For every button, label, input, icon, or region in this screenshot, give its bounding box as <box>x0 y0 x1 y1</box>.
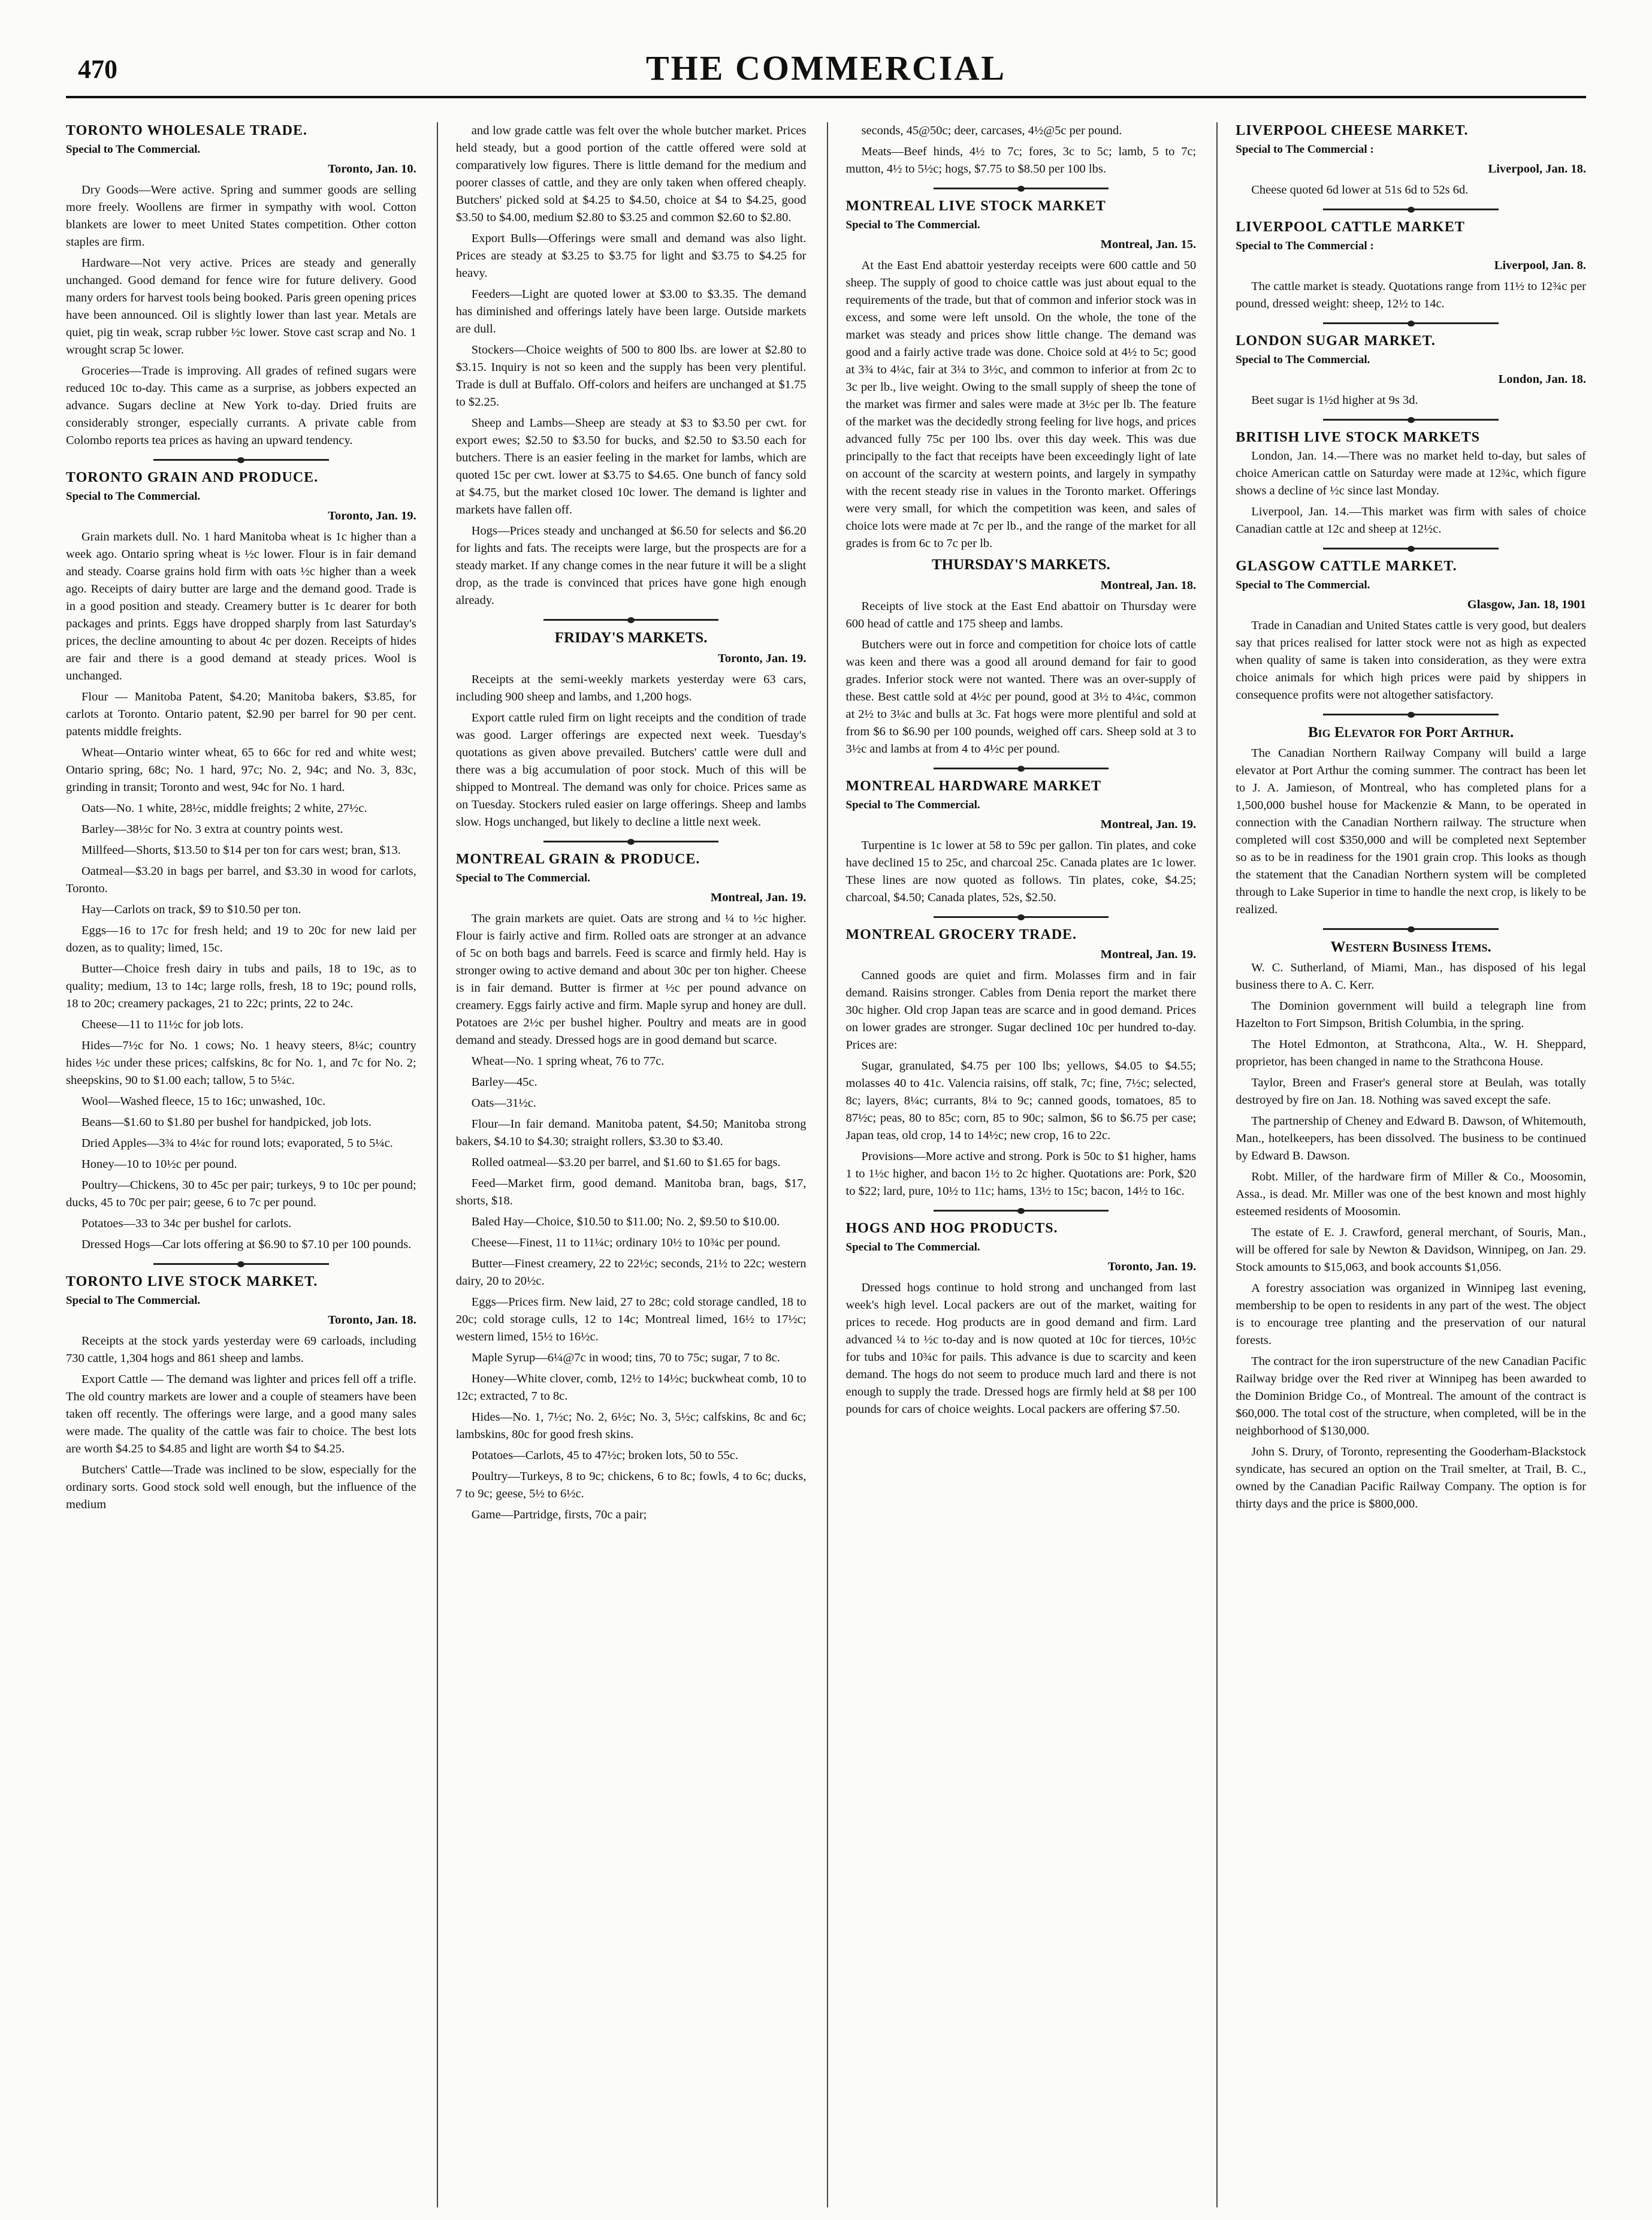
column-rule <box>1323 322 1498 324</box>
paragraph: Maple Syrup—6¼@7c in wood; tins, 70 to 75c; sugar, 7 to 8c. <box>471 1351 780 1364</box>
paragraph: Wheat—Ontario winter wheat, 65 to 66c for red and white west; Ontario spring, 68c; No. 1 hard, 97c; No. 2, 94c; and No. 3, 83c, grinding in transit; Toronto and west, 94c for No. 1 hard. <box>66 746 416 794</box>
paragraph: Provisions—More active and strong. Pork is 50c to $1 higher, hams 1 to 1½c higher, and bacon 1½ to 2c higher. Quotations are: Pork, $20 to $22; lard, pure, 10½ to 11c; hams, 13½ to 15c; bacon, 14½ to 16c. <box>845 1150 1197 1198</box>
paragraph: Honey—10 to 10½c per pound. <box>81 1158 237 1171</box>
paragraph: Feed—Market firm, good demand. Manitoba bran, bags, $17, shorts, $18. <box>455 1177 807 1207</box>
paragraph: Groceries—Trade is improving. All grades of refined sugars were reduced 10c to-day. This came as a surprise, as jobbers expected an advance. Sugars decline at New York to-day. Dried fruits are considerably stronger, especially currants. A private cable from Colombo reports tea prices as having an upward tendency. <box>66 364 416 447</box>
paragraph: The partnership of Cheney and Edward B. Dawson, of Whitemouth, Man., hotelkeepers, has been dissolved. The business to be continued by Edward B. Dawson. <box>1236 1114 1586 1162</box>
section-heading: GLASGOW CATTLE MARKET. <box>1236 558 1457 574</box>
special-line: Special to The Commercial. <box>455 872 590 884</box>
paragraph: The Dominion government will build a telegraph line from Hazelton to Fort Simpson, British Columbia, in the spring. <box>1236 999 1586 1030</box>
paragraph: Baled Hay—Choice, $10.50 to $11.00; No. 2, $9.50 to $10.00. <box>471 1215 780 1228</box>
paragraph: Liverpool, Jan. 14.—This market was firm with sales of choice Canadian cattle at 12c and sheep at 12½c. <box>1236 505 1586 536</box>
paragraph: Millfeed—Shorts, $13.50 to $14 per ton for cars west; bran, $13. <box>81 844 401 857</box>
paragraph: Export Cattle — The demand was lighter and prices fell off a trifle. The old country markets are lower and a couple of steamers have been taken off recently. The offerings were large, and a good many sales were made. The quality of the cattle was fair to choice. The best lots are worth $4.25 to $4.85 and light are worth $4 to $4.25. <box>66 1373 416 1455</box>
paragraph: Dry Goods—Were active. Spring and summer goods are selling more freely. Woollens are firmer in sympathy with wool. Cotton blankets are lower to meet United States competition. Other cotton staples are firm. <box>66 183 416 249</box>
section-heading: MONTREAL HARDWARE MARKET <box>845 778 1102 794</box>
column-1 <box>66 122 416 2207</box>
paragraph: Potatoes—33 to 34c per bushel for carlots. <box>81 1217 292 1230</box>
paragraph: London, Jan. 14.—There was no market held to-day, but sales of choice American cattle on Saturday were made at 12¾c, which figure shows a decline of ½c since last Monday. <box>1236 449 1586 497</box>
special-line: Special to The Commercial. <box>1236 579 1370 591</box>
paragraph: The grain markets are quiet. Oats are strong and ¼ to ½c higher. Flour is fairly active and firm. Rolled oats are stronger at an advance of 5c on both bags and barrels. Feed is scarce and firmly held. Hay is stronger owing to active demand and about 30c per ton higher. Cheese is in fair demand. Butter is firmer at ½c per pound advance on creamery. Eggs fairly active and firm. Maple syrup and honey are dull. Potatoes are 2½c per bushel higher. Poultry and meats are in good demand and steady. Dressed hogs are in good demand but scarce. <box>455 912 807 1047</box>
special-line: Special to The Commercial. <box>66 143 201 156</box>
columns <box>66 122 1586 2207</box>
section-heading: MONTREAL LIVE STOCK MARKET <box>845 198 1106 214</box>
paragraph: Taylor, Breen and Fraser's general store at Beulah, was totally destroyed by fire on Jan. 18. Nothing was saved except the safe. <box>1236 1076 1586 1107</box>
special-line: Special to The Commercial. <box>66 490 201 503</box>
paragraph: Dressed hogs continue to hold strong and unchanged from last week's high level. Local packers are out of the market, waiting for prices to recede. Hog products are in good demand and firm. Lard advanced ¼ to ½c to-day and is now quoted at 10c for tierces, 10½c for tubs and 10¾c for pails. This advance is due to scarcity and keen demand. The hogs do not seem to produce much lard and there is not enough to supply the trade. Dressed hogs are firmly held at $8 per 100 pounds for cars of choice weights. Local packers are offering $7.50. <box>845 1281 1197 1416</box>
section-heading: LIVERPOOL CHEESE MARKET. <box>1236 123 1469 138</box>
paragraph: Receipts at the stock yards yesterday were 69 carloads, including 730 cattle, 1,304 hogs and 861 sheep and lambs. <box>66 1334 416 1365</box>
paragraph: Poultry—Turkeys, 8 to 9c; chickens, 6 to 8c; fowls, 4 to 6c; ducks, 7 to 9c; geese, 5½ to 6½c. <box>455 1470 807 1500</box>
dateline: Liverpool, Jan. 8. <box>1494 259 1586 272</box>
paragraph: A forestry association was organized in Winnipeg last evening, membership to be open to residents in any part of the west. The object is to encourage tree planting and the preservation of our natural forests. <box>1236 1282 1586 1347</box>
paragraph: Hardware—Not very active. Prices are steady and generally unchanged. Good demand for fence wire for future delivery. Good many orders for harvest tools being booked. Paris green opening prices have been announced. Oil is slightly lower than last year. Metals are quiet, pig tin weak, scrap rubber ½c lower. Stove cast scrap and No. 1 wrought scrap 5c lower. <box>66 256 416 357</box>
column-rule <box>1323 714 1498 715</box>
paragraph: Butchers' Cattle—Trade was inclined to be slow, especially for the ordinary sorts. Good stock sold well enough, but the influence of the medium <box>66 1463 416 1511</box>
paragraph: Trade in Canadian and United States cattle is very good, but dealers say that prices realised for latter stock were not as high as expected when quality of same is taken into consideration, as they were extra choice animals for which high prices were paid by shippers in consequence profits were not altogether satisfactory. <box>1236 619 1586 702</box>
paragraph: Cheese—11 to 11½c for job lots. <box>81 1018 244 1031</box>
paragraph: Turpentine is 1c lower at 58 to 59c per gallon. Tin plates, and coke have declined 15 to 25c, and charcoal 25c. Canada plates are 1c lower. These lines are now quoted as follows. Tin plates, coke, $4.25; charcoal, $4.50; Canada plates, 52s, $2.50. <box>845 839 1197 904</box>
section-heading: MONTREAL GROCERY TRADE. <box>845 927 1077 943</box>
dateline: Montreal, Jan. 19. <box>1100 948 1197 961</box>
paragraph: Barley—45c. <box>471 1076 537 1089</box>
paragraph: Beans—$1.60 to $1.80 per bushel for handpicked, job lots. <box>81 1116 372 1129</box>
paragraph: seconds, 45@50c; deer, carcases, 4½@5c per pound. <box>861 124 1122 137</box>
paragraph: Stockers—Choice weights of 500 to 800 lbs. are lower at $2.80 to $3.15. Inquiry is not so keen and the supply has been very plentiful. Trade is dull at Buffalo. Off-colors and heifers are unchanged at $1.75 to $2.25. <box>455 343 807 409</box>
paragraph: Dressed Hogs—Car lots offering at $6.90 to $7.10 per 100 pounds. <box>81 1238 412 1251</box>
column-rule <box>934 768 1109 769</box>
paragraph: W. C. Sutherland, of Miami, Man., has disposed of his legal business there to A. C. Kerr. <box>1236 961 1586 992</box>
paragraph: Flour — Manitoba Patent, $4.20; Manitoba bakers, $3.85, for carlots at Toronto. Ontario patent, $2.90 per barrel for 90 per cent. patents middle freights. <box>66 690 416 738</box>
special-line: Special to The Commercial. <box>66 1294 201 1307</box>
paragraph: Cheese quoted 6d lower at 51s 6d to 52s 6d. <box>1251 183 1469 197</box>
paragraph: Hides—No. 1, 7½c; No. 2, 6½c; No. 3, 5½c; calfskins, 8c and 6c; lambskins, 80c for good fresh skins. <box>455 1410 807 1441</box>
paragraph: Hogs—Prices steady and unchanged at $6.50 for selects and $6.20 for lights and fats. The receipts were large, but the prospects are for a steady market. If any change comes in the near future it will be a slight drop, as the trade is convinced that prices have gone high enough already. <box>455 524 807 607</box>
paragraph: Receipts at the semi-weekly markets yesterday were 63 cars, including 900 sheep and lambs, and 1,200 hogs. <box>455 673 807 703</box>
paragraph: and low grade cattle was felt over the whole butcher market. Prices held steady, but a good portion of the cattle offered were sold at comparatively low figures. There is little demand for the medium and poorer classes of cattle, and they are only taken when offered cheaply. Butchers' picked sold at $4.25 to $4.50, choice at $4 to $4.25, good $3.50 to $4.00, medium $2.80 to $3.25 and common $2.60 to $2.80. <box>455 124 807 224</box>
paragraph: Feeders—Light are quoted lower at $3.00 to $3.35. The demand has diminished and offerings lately have been large. Outside markets are dull. <box>455 288 807 336</box>
paragraph: Game—Partridge, firsts, 70c a pair; <box>471 1508 647 1521</box>
section-heading: TORONTO LIVE STOCK MARKET. <box>66 1274 318 1289</box>
column-rule <box>543 841 718 842</box>
column-rule <box>1323 209 1498 210</box>
paragraph: Oats—No. 1 white, 28½c, middle freights; 2 white, 27½c. <box>81 802 367 815</box>
paragraph: The cattle market is steady. Quotations range from 11½ to 12¾c per pound, dressed weight: sheep, 12½ to 14c. <box>1236 280 1586 310</box>
dateline: Montreal, Jan. 19. <box>710 891 807 904</box>
section-heading: HOGS AND HOG PRODUCTS. <box>845 1221 1058 1236</box>
special-line: Special to The Commercial : <box>1236 240 1374 252</box>
dateline: Montreal, Jan. 18. <box>1100 579 1197 592</box>
paragraph: Butter—Finest creamery, 22 to 22½c; seconds, 21½ to 22c; western dairy, 20 to 20½c. <box>455 1257 807 1288</box>
paragraph: The contract for the iron superstructure of the new Canadian Pacific Railway bridge over the Red river at Winnipeg has been awarded to the Dominion Bridge Co., of Montreal. The amount of the contract is $60,000. The total cost of the structure, when completed, will be in the neighborhood of $130,000. <box>1236 1355 1586 1437</box>
column-rule <box>1323 419 1498 421</box>
dateline: Montreal, Jan. 15. <box>1100 238 1197 251</box>
section-heading: BRITISH LIVE STOCK MARKETS <box>1236 430 1480 445</box>
dateline: Toronto, Jan. 10. <box>328 162 416 176</box>
special-line: Special to The Commercial. <box>1236 354 1370 366</box>
paragraph: Cheese—Finest, 11 to 11¼c; ordinary 10½ to 10¾c per pound. <box>471 1236 781 1249</box>
paragraph: Potatoes—Carlots, 45 to 47½c; broken lots, 50 to 55c. <box>471 1449 739 1462</box>
paragraph: Dried Apples—3¾ to 4¼c for round lots; evaporated, 5 to 5¼c. <box>81 1137 393 1150</box>
paragraph: The Canadian Northern Railway Company will build a large elevator at Port Arthur the coming summer. The contract has been let to J. A. Jamieson, of Montreal, who has completed plans for a 1,500,000 bushel house for Mackenzie & Mann, to be operated in connection with the Canadian Northern railway. The structure when completed will cost $350,000 and will be completed next September so as to be in readiness for the 1901 grain crop. This looks as though the statement that the Canadian Northern system will be completed through to Lake Superior in time to handle the next crop, is likely to be realized. <box>1236 747 1586 916</box>
section-heading: MONTREAL GRAIN & PRODUCE. <box>455 851 700 867</box>
section-heading: LIVERPOOL CATTLE MARKET <box>1236 219 1465 235</box>
paragraph: The estate of E. J. Crawford, general merchant, of Souris, Man., will be offered for sale by Newton & Davidson, Winnipeg, on Jan. 29. Stock amounts to $15,063, and book accounts $1,056. <box>1236 1226 1586 1274</box>
paragraph: Butchers were out in force and competition for choice lots of cattle was keen and there was a good all around demand for fair to good grades. Inferior stock were not wanted. There was an over-supply of these. Best cattle sold at 4½c per pound, good at 3½ to 4¼c, common at 2½ to 3¼c and bulls at 3c. Fat hogs were more plentiful and sold at from $6 to $6.90 per 100 pounds, weighed off cars. Sheep sold at 3 to 3½c and lambs at from 4 to 4½c per pound. <box>845 638 1197 756</box>
paragraph: Eggs—16 to 17c for fresh held; and 19 to 20c for new laid per dozen, as to quality; limed, 15c. <box>66 924 416 955</box>
section-heading: Western Business Items. <box>1330 939 1491 955</box>
paragraph: At the East End abattoir yesterday receipts were 600 cattle and 50 sheep. The supply of good to choice cattle was just about equal to the requirements of the trade, but that of common and inferior stock was in excess, and some were left unsold. On the whole, the tone of the market was steady and prices show little change. The demand was good and a fairly active trade was done. Choice sold at 4½ to 5c; good at 3¾ to 4¼c, fair at 3¼ to 3½c, and common to inferior at from 2c to 3c per lb., live weight. Owing to the small supply of sheep the tone of the market was firmer and sales were made at 3½c per lb. The feature of the market was the decidedly strong feeling for live hogs, and prices advanced fully 75c per 100 lbs. over this day week. This was due principally to the fact that receipts have been exceedingly light of late on account of the scarcity at western points, and largely in sympathy with the recent steady rise in values in the Toronto market. Offerings were very small, for which the competition was keen, and sales of choice lots were made at 7c per lb., and the range of the market for all grades is from 6c to 7c per lb. <box>845 259 1197 550</box>
paragraph: The Hotel Edmonton, at Strathcona, Alta., W. H. Sheppard, proprietor, has been changed in name to the Strathcona House. <box>1236 1038 1586 1068</box>
column-rule <box>934 188 1109 189</box>
column-4 <box>1216 122 1586 2207</box>
paragraph: Wheat—No. 1 spring wheat, 76 to 77c. <box>471 1055 665 1068</box>
paragraph: Oats—31½c. <box>471 1097 536 1110</box>
dateline: Toronto, Jan. 19. <box>717 652 807 665</box>
dateline: Toronto, Jan. 18. <box>328 1313 416 1327</box>
paragraph: Receipts of live stock at the East End abattoir on Thursday were 600 head of cattle and 175 sheep and lambs. <box>845 600 1197 630</box>
paragraph: Oatmeal—$3.20 in bags per barrel, and $3.30 in wood for carlots, Toronto. <box>66 865 416 895</box>
special-line: Special to The Commercial : <box>1236 143 1374 156</box>
paragraph: Sheep and Lambs—Sheep are steady at $3 to $3.50 per cwt. for export ewes; $2.50 to $3.50 for bucks, and $2.50 to $3.50 each for butchers. There is an easier feeling in the market for lambs, which are quoted 15c per cwt. lower at $3.75 to $4.65. One bunch of fancy sold at $4.75, but the market closed 10c lower. The demand is lighter and markets have fallen off. <box>455 416 807 517</box>
column-rule <box>543 619 718 621</box>
paragraph: Eggs—Prices firm. New laid, 27 to 28c; cold storage candled, 18 to 20c; cold storage culls, 12 to 14c; Montreal limed, 16½ to 17½c; western limed, 15½ to 16½c. <box>455 1295 807 1343</box>
paragraph: Canned goods are quiet and firm. Molasses firm and in fair demand. Raisins stronger. Cables from Denia report the market there 30c higher. Old crop Japan teas are scarce and in good demand. Prices on lower grades are stronger. Sugar declined 10c per hundred to-day. Prices are: <box>845 969 1197 1052</box>
section-heading: Big Elevator for Port Arthur. <box>1307 724 1514 741</box>
section-heading: THURSDAY'S MARKETS. <box>931 557 1110 573</box>
paragraph: Poultry—Chickens, 30 to 45c per pair; turkeys, 9 to 10c per pound; ducks, 45 to 70c per pair; geese, 6 to 7c per pound. <box>66 1179 416 1209</box>
column-2 <box>437 122 807 2207</box>
paragraph: Honey—White clover, comb, 12½ to 14½c; buckwheat comb, 10 to 12c; extracted, 7 to 8c. <box>455 1372 807 1403</box>
paragraph: Barley—38½c for No. 3 extra at country points west. <box>81 823 343 836</box>
paragraph: Hay—Carlots on track, $9 to $10.50 per ton. <box>81 903 301 916</box>
paragraph: Grain markets dull. No. 1 hard Manitoba wheat is 1c higher than a week ago. Ontario spring wheat is ½c lower. Flour is in fair demand and steady. Coarse grains hold firm with oats ½c higher than a week ago. Receipts of dairy butter are large and the demand good. Trade is in a good position and steady. Creamery butter is 1c dearer for both packages and prints. Eggs have dropped sharply from last Saturday's prices, the decline amounting to about 4c per dozen. Receipts of hides are fair and there is a good demand at steady prices. Wool is unchanged. <box>66 530 416 682</box>
section-heading: LONDON SUGAR MARKET. <box>1236 333 1436 349</box>
dateline: Liverpool, Jan. 18. <box>1488 162 1586 176</box>
section-heading: TORONTO WHOLESALE TRADE. <box>66 123 308 138</box>
column-3 <box>827 122 1197 2207</box>
column-rule <box>934 916 1109 918</box>
special-line: Special to The Commercial. <box>845 219 980 231</box>
column-rule <box>1323 928 1498 930</box>
column-rule <box>934 1210 1109 1212</box>
paragraph: Meats—Beef hinds, 4½ to 7c; fores, 3c to 5c; lamb, 5 to 7c; mutton, 4½ to 5½c; hogs, $7.75 to $8.50 per 100 lbs. <box>845 145 1197 176</box>
page-number: 470 <box>78 55 117 84</box>
paragraph: John S. Drury, of Toronto, representing the Gooderham-Blackstock syndicate, has secured an option on the Trail smelter, at Trail, B. C., owned by the Canadian Pacific Railway Company. The option is for thirty days and the price is $800,000. <box>1236 1445 1586 1511</box>
masthead <box>66 24 1586 98</box>
paragraph: Robt. Miller, of the hardware firm of Miller & Co., Moosomin, Assa., is dead. Mr. Miller was one of the best known and most highly esteemed residents of Moosomin. <box>1236 1170 1586 1218</box>
paragraph: Export Bulls—Offerings were small and demand was also light. Prices are steady at $3.25 to $3.75 for light and $3.75 to $4.25 for heavy. <box>455 232 807 280</box>
paragraph: Sugar, granulated, $4.75 per 100 lbs; yellows, $4.05 to $4.55; molasses 40 to 41c. Valencia raisins, off stalk, 7c; fine, 7½c; selected, 8c; layers, 8¼c; currants, 8¼ to 9c; canned goods, tomatoes, 85 to 87½c; peas, 80 to 85c; corn, 85 to 90c; salmon, $6 to $6.75 per case; Japan teas, old crop, 14 to 14½c; new crop, 16 to 22c. <box>845 1059 1197 1142</box>
section-heading: FRIDAY'S MARKETS. <box>554 630 708 646</box>
column-rule <box>1323 548 1498 549</box>
paragraph: Rolled oatmeal—$3.20 per barrel, and $1.60 to $1.65 for bags. <box>471 1156 781 1169</box>
paragraph: Flour—In fair demand. Manitoba patent, $4.50; Manitoba strong bakers, $4.10 to $4.30; straight rollers, $3.30 to $3.40. <box>455 1117 807 1148</box>
dateline: Toronto, Jan. 19. <box>1107 1260 1197 1273</box>
dateline: Montreal, Jan. 19. <box>1100 818 1197 831</box>
special-line: Special to The Commercial. <box>845 1241 980 1254</box>
section-heading: TORONTO GRAIN AND PRODUCE. <box>66 470 319 485</box>
column-rule <box>153 459 328 461</box>
paragraph: Wool—Washed fleece, 15 to 16c; unwashed, 10c. <box>81 1095 326 1108</box>
dateline: London, Jan. 18. <box>1498 373 1586 386</box>
paragraph: Butter—Choice fresh dairy in tubs and pails, 18 to 19c, as to quality; medium, 13 to 14c; large rolls, fresh, 18 to 19c; pound rolls, 18 to 20c; creamery packages, 21 to 22c; prints, 22 to 24c. <box>66 962 416 1010</box>
paper-title: THE COMMERCIAL <box>645 49 1007 87</box>
paragraph: Beet sugar is 1½d higher at 9s 3d. <box>1251 394 1418 407</box>
column-rule <box>153 1263 328 1265</box>
paragraph: Hides—7½c for No. 1 cows; No. 1 heavy steers, 8¼c; country hides ½c under these prices; calfskins, 8c for No. 1, and 7c for No. 2; sheepskins, 90 to $1.00 each; tallow, 5 to 5¼c. <box>66 1039 416 1087</box>
dateline: Toronto, Jan. 19. <box>328 509 416 522</box>
special-line: Special to The Commercial. <box>845 799 980 811</box>
dateline: Glasgow, Jan. 18, 1901 <box>1467 598 1586 611</box>
paragraph: Export cattle ruled firm on light receipts and the condition of trade was good. Larger offerings are expected next week. Tuesday's quotations as given above prevailed. Butchers' cattle were dull and there was a big accumulation of poor stock. Much of this will be shipped to Montreal. The demand was only for choice. Prices same as on Tuesday. Stockers ruled easier on large offerings. Sheep and lambs slow. Hogs unchanged, but likely to decline a little next week. <box>455 711 807 829</box>
